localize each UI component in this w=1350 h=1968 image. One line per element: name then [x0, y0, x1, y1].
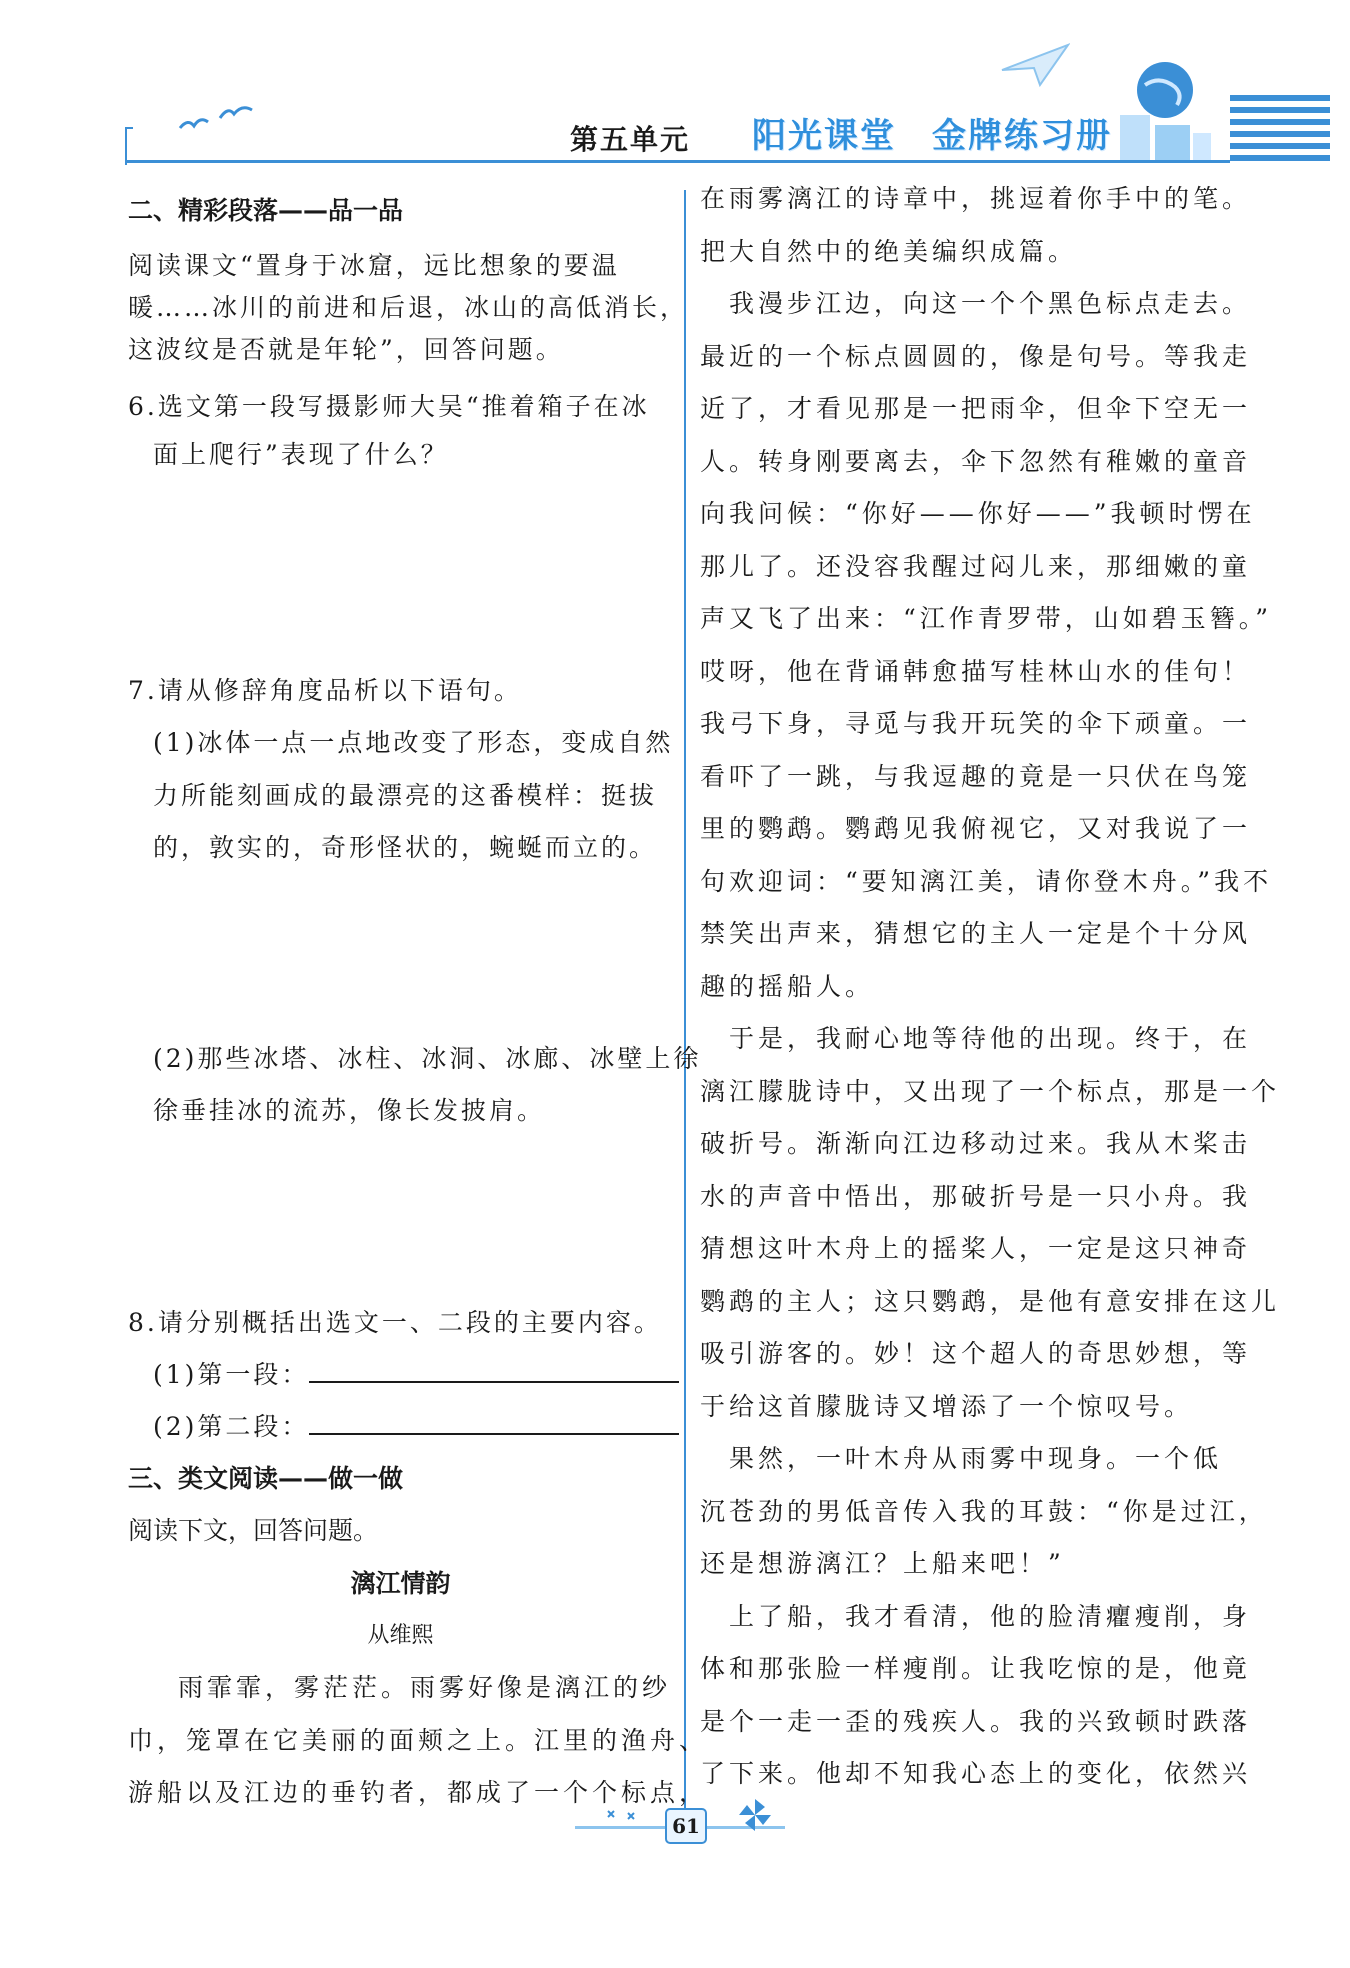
text-line: 游船以及江边的垂钓者，都成了一个个标点，	[128, 1778, 709, 1807]
text-line: 在雨雾漓江的诗章中，挑逗着你手中的笔。	[700, 184, 1252, 213]
text-line: 阅读课文“置身于冰窟，远比想象的要温	[128, 251, 620, 280]
unit-label: 第五单元	[570, 123, 691, 156]
question-8: 8.请分别概括出选文一、二段的主要内容。	[128, 1308, 662, 1337]
text-line: 沉苍劲的男低音传入我的耳鼓：“你是过江，	[700, 1497, 1268, 1526]
paper-plane-icon	[1000, 40, 1070, 90]
text-line: 猜想这叶木舟上的摇桨人，一定是这只神奇	[700, 1234, 1252, 1263]
text-line: 阅读下文，回答问题。	[128, 1516, 379, 1545]
text-line: 看吓了一跳，与我逗趣的竟是一只伏在鸟笼	[700, 762, 1252, 791]
text-line: 那儿了。还没容我醒过闷儿来，那细嫩的童	[700, 552, 1252, 581]
text-line: 上了船，我才看清，他的脸清癯瘦削，身	[700, 1602, 1252, 1631]
text-line: 我漫步江边，向这一个个黑色标点走去。	[700, 289, 1252, 318]
text-line: 近了，才看见那是一把雨伞，但伞下空无一	[700, 394, 1252, 423]
text-line: 的，敦实的，奇形怪状的，蜿蜒而立的。	[153, 833, 658, 862]
text-line: 趣的摇船人。	[700, 972, 875, 1001]
text-line: 鹦鹉的主人；这只鹦鹉，是他有意安排在这儿	[700, 1287, 1281, 1316]
brand-title: 阳光课堂 金牌练习册	[752, 116, 1112, 156]
answer-label: (2)第二段：	[153, 1412, 310, 1441]
pinwheel-icon	[735, 1795, 775, 1835]
page-number: 61	[665, 1808, 707, 1844]
globe-mascot-icon	[1105, 55, 1215, 165]
answer-blank-2[interactable]	[309, 1405, 679, 1435]
text-line: 暖……冰川的前进和后退，冰山的高低消长，	[128, 293, 689, 322]
answer-row-2	[153, 1405, 679, 1448]
header-stripes	[1230, 95, 1330, 163]
text-line: 徐垂挂冰的流苏，像长发披肩。	[153, 1096, 546, 1125]
text-line: 声又飞了出来：“江作青罗带，山如碧玉簪。”	[700, 604, 1273, 633]
column-divider	[684, 190, 686, 1815]
question-6: 6.选文第一段写摄影师大吴“推着箱子在冰	[128, 392, 650, 421]
text-line: 吸引游客的。妙！这个超人的奇思妙想，等	[700, 1339, 1252, 1368]
text-line: 我弓下身，寻觅与我开玩笑的伞下顽童。一	[700, 709, 1252, 738]
text-line: 最近的一个标点圆圆的，像是句号。等我走	[700, 342, 1252, 371]
text-line: 体和那张脸一样瘦削。让我吃惊的是，他竟	[700, 1654, 1252, 1683]
section-heading: 三、类文阅读——做一做	[128, 1464, 404, 1493]
text-line: 把大自然中的绝美编织成篇。	[700, 237, 1078, 266]
text-line: 人。转身刚要离去，伞下忽然有稚嫩的童音	[700, 447, 1252, 476]
text-line: 句欢迎词：“要知漓江美，请你登木舟。”我不	[700, 867, 1273, 896]
question-6-cont: 面上爬行”表现了什么？	[153, 440, 449, 469]
answer-blank-1[interactable]	[309, 1353, 679, 1383]
section-heading: 二、精彩段落——品一品	[128, 196, 404, 225]
answer-row-1	[153, 1353, 679, 1396]
text-line: 破折号。渐渐向江边移动过来。我从木桨击	[700, 1129, 1252, 1158]
text-line: 了下来。他却不知我心态上的变化，依然兴	[700, 1759, 1252, 1788]
text-line: 这波纹是否就是年轮”，回答问题。	[128, 335, 564, 364]
question-7: 7.请从修辞角度品析以下语句。	[128, 676, 522, 705]
text-line: 果然，一叶木舟从雨雾中现身。一个低	[700, 1444, 1223, 1473]
text-line: 漓江朦胧诗中，又出现了一个标点，那是一个	[700, 1077, 1281, 1106]
answer-label: (1)第一段：	[153, 1360, 310, 1389]
stars-icon	[600, 1805, 650, 1829]
text-line: 是个一走一歪的残疾人。我的兴致顿时跌落	[700, 1707, 1252, 1736]
text-line: 禁笑出声来，猜想它的主人一定是个十分风	[700, 919, 1252, 948]
text-line: 水的声音中悟出，那破折号是一只小舟。我	[700, 1182, 1252, 1211]
text-line: 力所能刻画成的最漂亮的这番模样：挺拔	[153, 781, 658, 810]
article-author: 从维熙	[367, 1623, 434, 1648]
text-line: 哎呀，他在背诵韩愈描写桂林山水的佳句！	[700, 657, 1252, 686]
text-line: 雨霏霏，雾茫茫。雨雾好像是漓江的纱	[178, 1673, 672, 1702]
text-line: 于给这首朦胧诗又增添了一个惊叹号。	[700, 1392, 1194, 1421]
text-line: 于是，我耐心地等待他的出现。终于，在	[700, 1024, 1252, 1053]
text-line: 还是想游漓江？上船来吧！”	[700, 1549, 1065, 1578]
article-title: 漓江情韵	[350, 1569, 451, 1598]
text-line: (2)那些冰塔、冰柱、冰洞、冰廊、冰壁上徐	[153, 1044, 702, 1073]
text-line: 向我问候：“你好——你好——”我顿时愣在	[700, 499, 1256, 528]
text-line: 里的鹦鹉。鹦鹉见我俯视它，又对我说了一	[700, 814, 1252, 843]
text-line: (1)冰体一点一点地改变了形态，变成自然	[153, 728, 674, 757]
birds-icon	[170, 100, 260, 140]
text-line: 巾，笼罩在它美丽的面颊之上。江里的渔舟、	[128, 1726, 709, 1755]
page-header	[0, 0, 1350, 175]
